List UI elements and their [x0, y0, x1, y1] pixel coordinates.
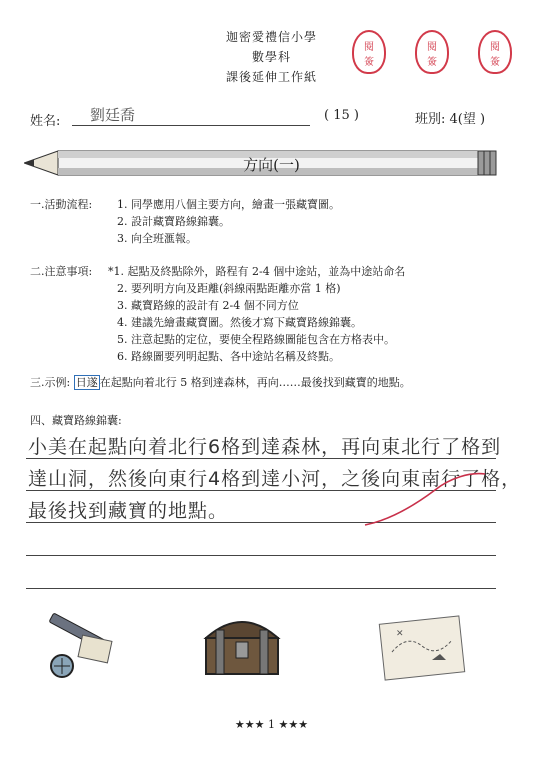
class-label: 班別: 4( — [415, 112, 463, 127]
teacher-stamp — [415, 30, 449, 74]
writing-line — [26, 588, 496, 589]
treasure-chest-icon — [196, 604, 288, 684]
teacher-stamp — [478, 30, 512, 74]
section2-list — [108, 263, 405, 365]
class-field — [415, 108, 485, 127]
list-item: 6. 路線圖要列明起點、各中途站名稱及終點。 — [117, 350, 340, 363]
writing-line — [26, 555, 496, 556]
section1-list — [117, 196, 340, 247]
stamp-label: 閱 — [364, 42, 374, 53]
answer-line: 最後找到藏寶的地點。 — [28, 500, 229, 522]
list-item: 2. 要列明方向及距離(斜線兩點距離亦當 1 格) — [117, 282, 341, 295]
section4-label: 四、藏寶路線錦囊: — [30, 414, 122, 427]
class-close: ) — [480, 112, 486, 127]
section1-label: 一.活動流程: — [30, 198, 93, 211]
section3-label: 三.示例: — [30, 376, 71, 389]
list-item: 2. 設計藏寶路線錦囊。 — [117, 215, 230, 228]
treasure-map-icon — [372, 612, 472, 684]
example-name-highlight: 日遂 — [75, 376, 98, 389]
list-item: 1. 同學應用八個主要方向，繪畫一張藏寶圖。 — [117, 198, 340, 211]
list-item: *1. 起點及終點除外，路程有 2-4 個中途站，並為中途站命名 — [108, 265, 406, 278]
example-text: 在起點向着北行 5 格到達森林，再向……最後找到藏寶的地點。 — [99, 376, 411, 389]
section2-label: 二.注意事項: — [30, 265, 93, 278]
stamp-mark: 簽 — [427, 57, 437, 68]
list-item: 5. 注意起點的定位，要使全程路線圖能包含在方格表中。 — [117, 333, 395, 346]
list-item: 3. 向全班滙報。 — [117, 232, 197, 245]
stamp-label: 閱 — [427, 42, 437, 53]
section3-example — [30, 374, 411, 391]
teacher-stamp — [352, 30, 386, 74]
stamp-mark: 簽 — [490, 57, 500, 68]
answer-line: 小美在起點向着北行6格到達森林，再向東北行了格到 — [28, 436, 502, 458]
student-number: ( 15 ) — [324, 108, 359, 123]
class-value: 望 — [462, 112, 476, 127]
name-label: 姓名: — [30, 114, 61, 129]
writing-line — [26, 458, 496, 459]
svg-text:✕: ✕ — [396, 629, 404, 639]
worksheet-title: 方向(一) — [243, 156, 300, 174]
list-item: 4. 建議先繪畫藏寶圖。然後才寫下藏寶路線錦囊。 — [117, 316, 362, 329]
stamp-mark: 簽 — [364, 57, 374, 68]
name-value: 劉廷喬 — [90, 106, 136, 124]
list-item: 3. 藏寶路線的設計有 2-4 個不同方位 — [117, 299, 299, 312]
page-number: ★★★ 1 ★★★ — [234, 718, 309, 731]
school-name: 迦密愛禮信小學 — [225, 30, 317, 44]
spyglass-compass-icon — [40, 612, 120, 682]
sheet-title: 課後延伸工作紙 — [225, 70, 317, 84]
answer-line: 達山洞，然後向東行4格到達小河，之後向東南行了格， — [28, 468, 522, 490]
subject: 數學科 — [251, 50, 291, 64]
stamp-label: 閱 — [490, 42, 500, 53]
correction-mark-icon — [360, 470, 490, 530]
name-underline — [72, 125, 310, 126]
